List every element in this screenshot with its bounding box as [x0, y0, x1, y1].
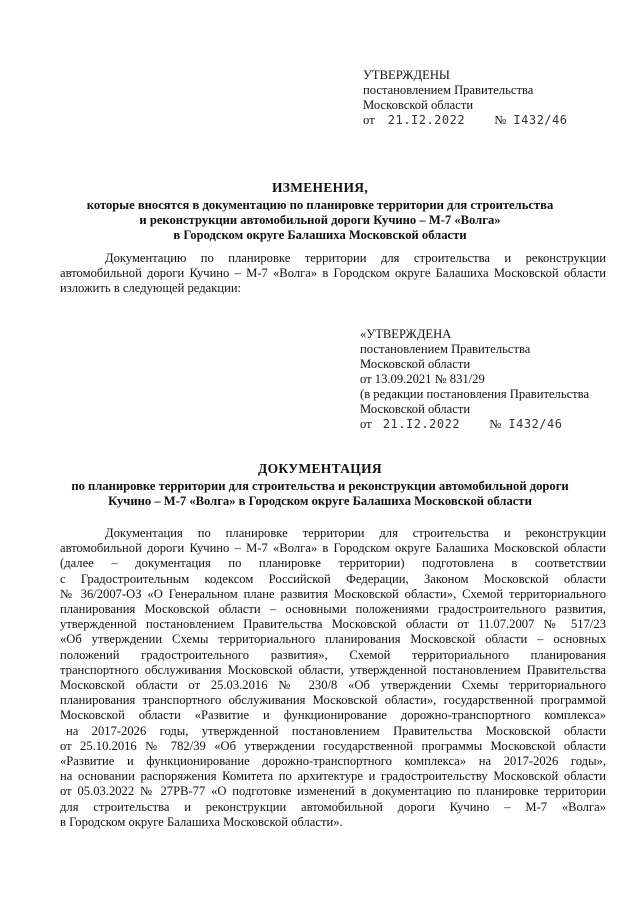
body-paragraph	[60, 526, 606, 830]
approval-line: постановлением Правительства	[363, 83, 534, 97]
changes-title: ИЗМЕНЕНИЯ,	[271, 180, 368, 195]
documentation-subtitle-line: по планировке территории для строительства и реконструкции автомобильной дороги	[71, 479, 569, 493]
paragraph-line: «Об утверждении Схемы территориального планирования Московской области – основных	[60, 632, 606, 647]
paragraph-line: № 36/2007-ОЗ «О Генеральном плане развития Московской области», Схемой территориального	[60, 586, 606, 601]
intro-paragraph	[60, 251, 606, 296]
paragraph-line: на 2017-2026 годы, утвержденной постановлением Правительства Московской области	[66, 723, 606, 738]
approval-block-1	[363, 68, 623, 128]
approval-line: от 13.09.2021 № 831/29	[360, 372, 485, 386]
approval-line: Московской области	[360, 357, 471, 371]
paragraph-line: Московской области «Развитие и функционирование дорожно-транспортного комплекса»	[60, 708, 606, 723]
paragraph-line: с Градостроительным кодексом Российской Федерации, Законом Московской области	[60, 571, 606, 586]
approval-heading: УТВЕРЖДЕНЫ	[363, 68, 450, 82]
paragraph-line: планирования транспортного обслуживания Московской области», государственной программой	[60, 693, 606, 708]
changes-subtitle-line: и реконструкции автомобильной дороги Кучино – М-7 «Волга»	[139, 213, 501, 227]
paragraph-line: изложить в следующей редакции:	[60, 281, 242, 295]
changes-subtitle-line: в Городском округе Балашиха Московской области	[173, 228, 467, 242]
paragraph-line: «Развитие и функционирование дорожно-транспортного комплекса» на 2017-2026 годы»,	[60, 754, 606, 769]
documentation-title: ДОКУМЕНТАЦИЯ	[258, 461, 382, 476]
paragraph-line: для строительства и реконструкции автомобильной дороги Кучино – М-7 «Волга»	[60, 799, 606, 814]
paragraph-line: транспортного обслуживания Московской области, утвержденной постановлением Правительства	[60, 662, 606, 677]
documentation-heading	[50, 461, 590, 509]
paragraph-line: утвержденной постановлением Правительства Московской области от 11.07.2007 № 517/23	[60, 617, 606, 632]
paragraph-line: автомобильной дороги Кучино – М-7 «Волга» в Городском округе Балашиха Московской области	[60, 541, 606, 556]
approval-date-line	[363, 113, 623, 128]
date-prefix: от	[363, 113, 375, 127]
paragraph-line: от 25.10.2016 № 782/39 «Об утверждении государственной программы Московской области	[60, 738, 606, 753]
paragraph-line: на основании распоряжения Комитета по архитектуре и градостроительству Московской области	[60, 769, 606, 784]
approval-date-line	[360, 417, 630, 432]
approval-line: постановлением Правительства	[360, 342, 531, 356]
handwritten-number: I432/46	[508, 417, 563, 431]
paragraph-line: (далее – документация по планировке территории) подготовлена в соответствии	[60, 556, 606, 571]
paragraph-line: Документация по планировке территории для строительства и реконструкции	[105, 526, 606, 540]
date-prefix: от	[360, 417, 372, 431]
paragraph-line: от 05.03.2022 № 27РВ-77 «О подготовке изменений в документацию по планировке территории	[60, 784, 606, 799]
paragraph-line: автомобильной дороги Кучино – М-7 «Волга» в Городском округе Балашиха Московской области	[60, 266, 606, 280]
changes-subtitle-line: которые вносятся в документацию по планировке территории для строительства	[86, 198, 554, 212]
paragraph-line: в Городском округе Балашиха Московской области».	[60, 814, 343, 829]
paragraph-line: Московской области от 25.03.2016 № 230/8 «Об утверждении Схемы территориального	[60, 678, 606, 693]
handwritten-date: 21.I2.2022	[382, 417, 461, 431]
paragraph-line: планирования Московской области – основными положениями градостроительного развития,	[60, 602, 606, 617]
number-sign: №	[494, 113, 507, 127]
paragraph-line: Документацию по планировке территории для строительства и реконструкции	[105, 251, 606, 265]
paragraph-line: положений градостроительного развития», Схемой территориального планирования	[60, 647, 606, 662]
approval-line: Московской области	[363, 98, 474, 112]
approval-line: Московской области	[360, 402, 471, 416]
approval-line: (в редакции постановления Правительства	[360, 387, 590, 401]
documentation-subtitle-line: Кучино – М-7 «Волга» в Городском округе Балашиха Московской области	[108, 494, 532, 508]
changes-heading	[60, 180, 580, 243]
number-sign: №	[489, 417, 502, 431]
handwritten-date: 21.I2.2022	[387, 113, 466, 127]
approval-block-2	[360, 327, 630, 432]
approval-heading: «УТВЕРЖДЕНА	[360, 327, 452, 341]
handwritten-number: I432/46	[513, 113, 568, 127]
